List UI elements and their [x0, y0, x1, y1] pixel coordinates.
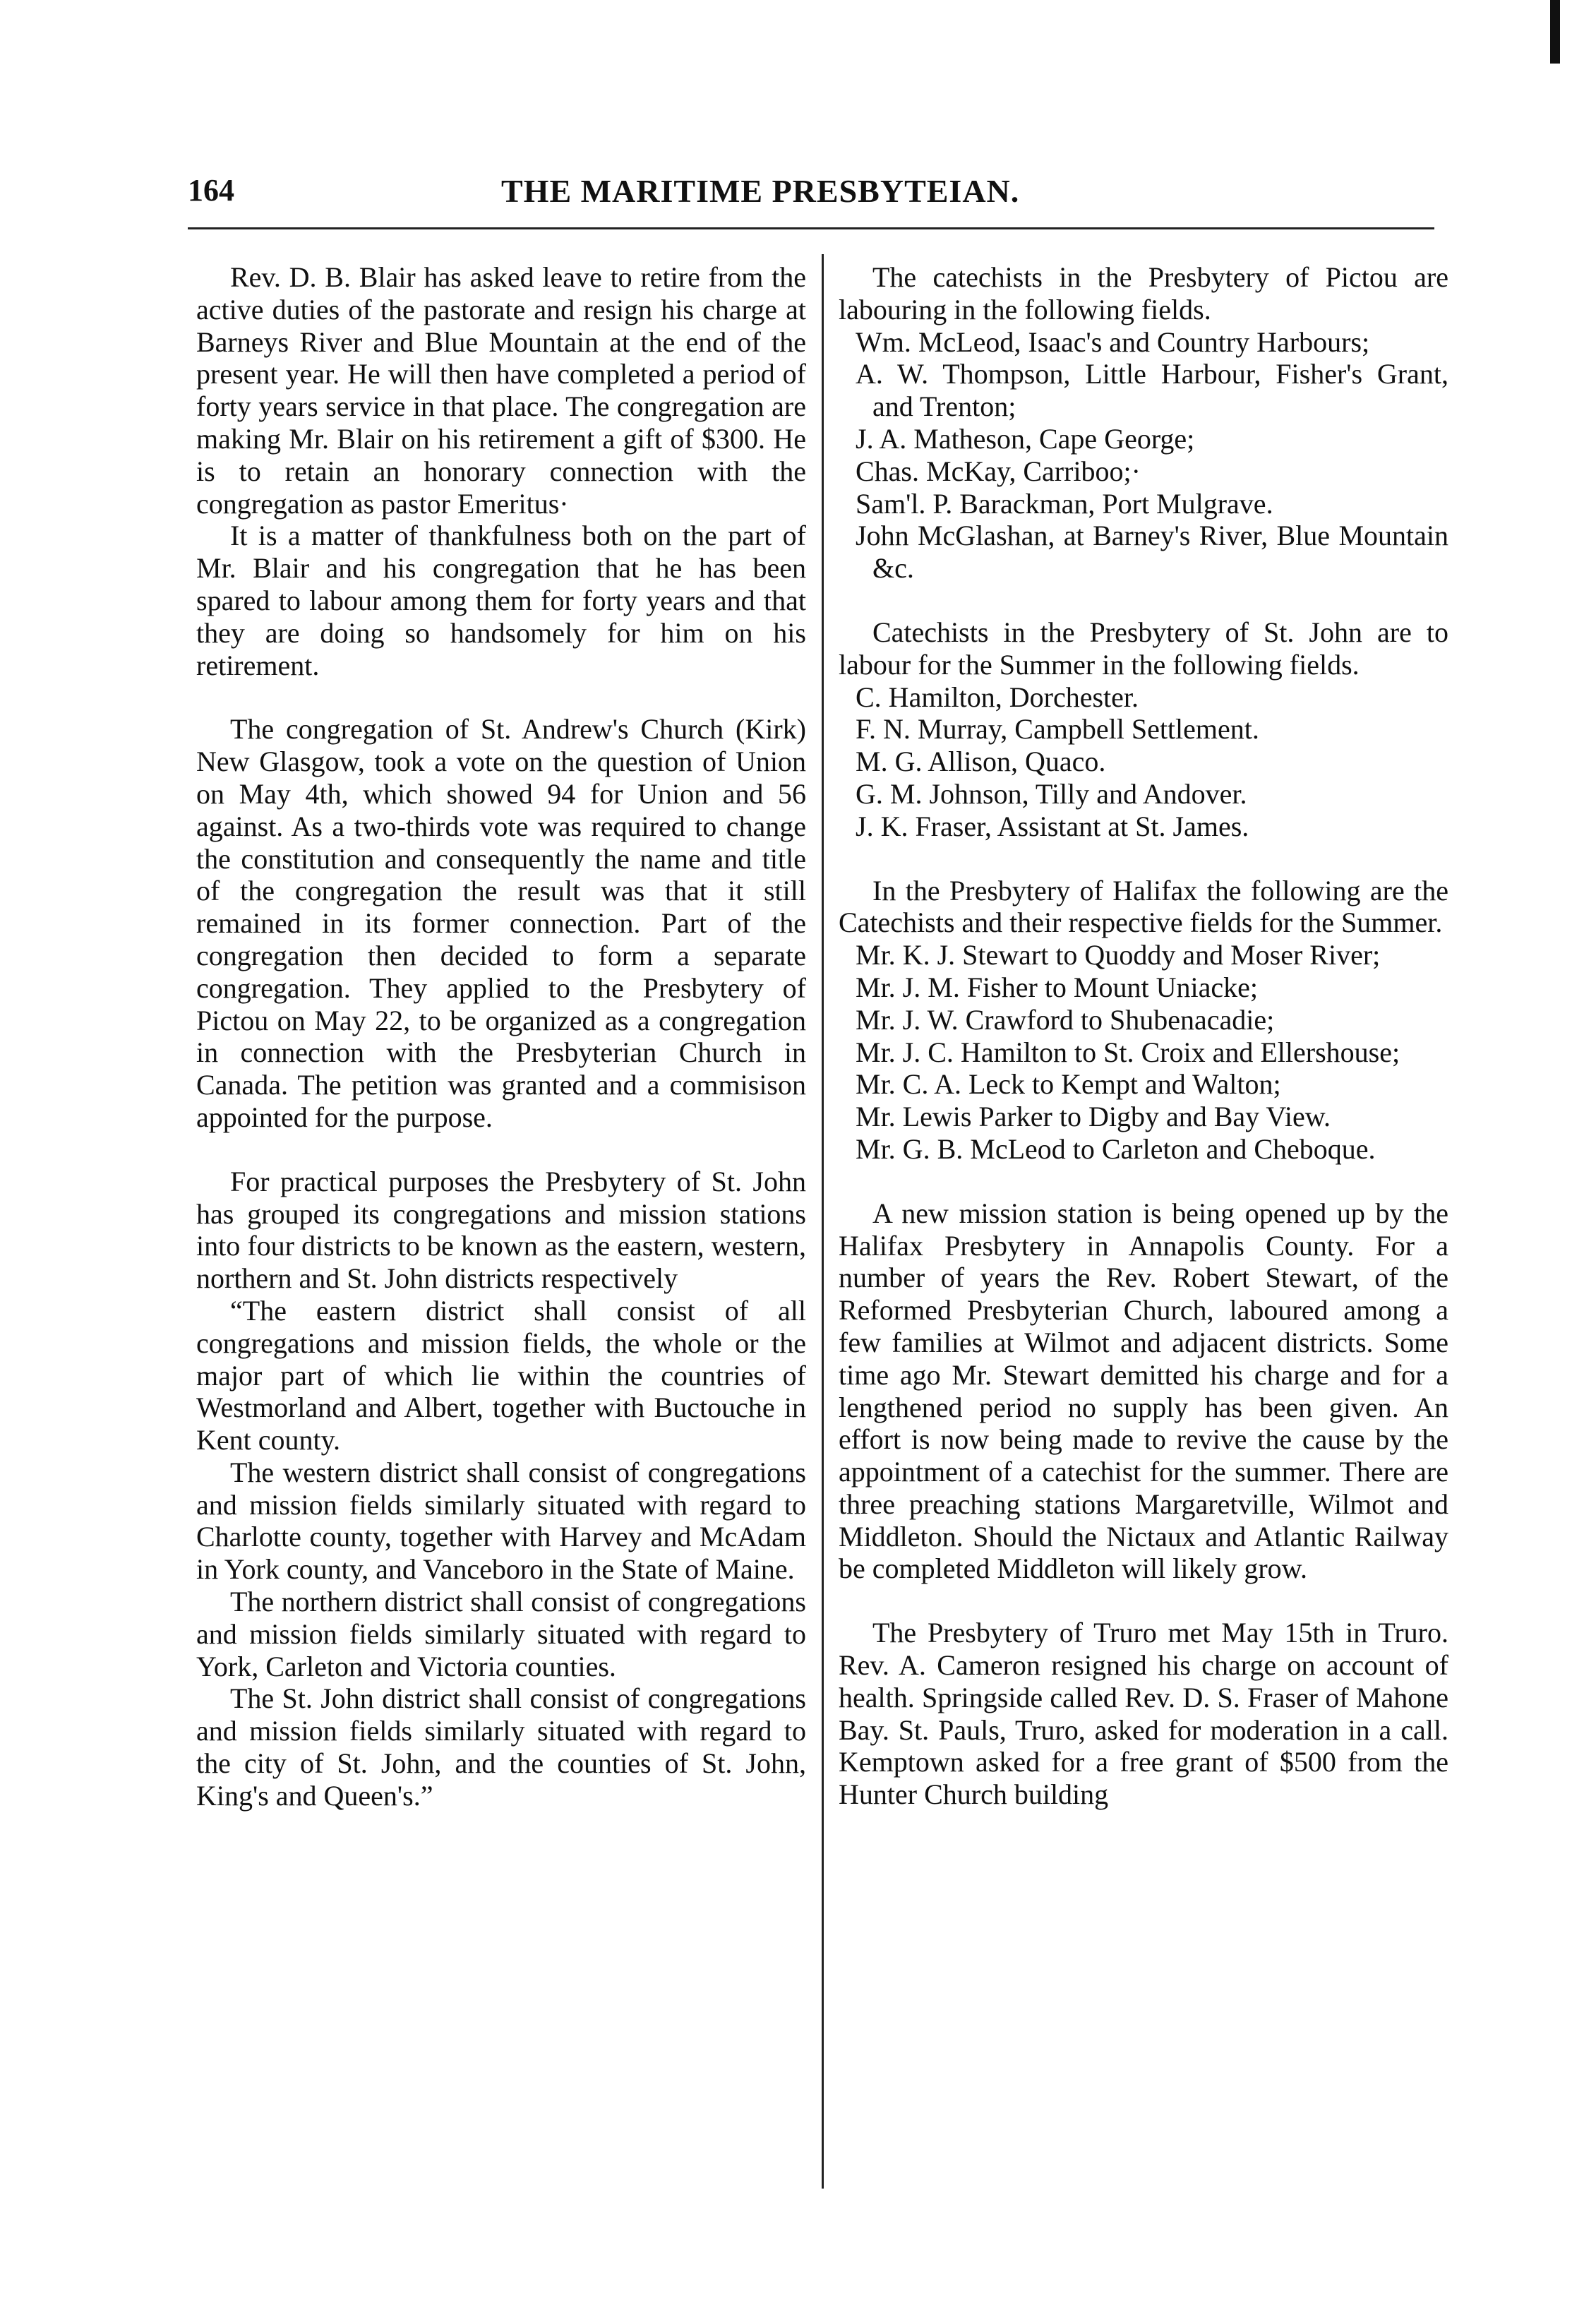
list-item: Mr. K. J. Stewart to Quoddy and Moser River;: [856, 939, 1381, 971]
paragraph-truro-presbytery: The Presbytery of Truro met May 15th in Truro. Rev. A. Cameron resigned his charge on account of health. Springside called Rev. D. S. Fraser of Mahone Bay. St. Pauls, Truro, asked for moderation in a call. Kemptown asked for a free grant of $500 from the Hunter Church building: [839, 1617, 1448, 1811]
list-item: G. M. Johnson, Tilly and Andover.: [856, 777, 1247, 810]
list-item: J. K. Fraser, Assistant at St. James.: [856, 810, 1249, 842]
halifax-catechist-list: [839, 939, 1448, 1166]
list-item: M. G. Allison, Quaco.: [856, 746, 1106, 778]
paragraph-western-district: The western district shall consist of congregations and mission fields similarly situated with regard to Charlotte county, together with Harvey and McAdam in York county, and Vanceboro in the State of Maine.: [196, 1456, 806, 1586]
paragraph-blair-retirement: Rev. D. B. Blair has asked leave to retire from the active duties of the pastorate and resign his charge at Barneys River and Blue Mountain at the end of the present year. He will then have completed a period of forty years service in that place. The congregation are making Mr. Blair on his retirement a gift of $300. He is to retain an honorary connection with the congregation as pastor Emeritus·: [196, 261, 806, 520]
list-item: Sam'l. P. Barackman, Port Mulgrave.: [856, 487, 1273, 520]
list-item: Mr. Lewis Parker to Digby and Bay View.: [856, 1101, 1331, 1133]
list-item: Mr. C. A. Leck to Kempt and Walton;: [856, 1068, 1281, 1101]
list-item: C. Hamilton, Dorchester.: [856, 681, 1139, 713]
list-item: Mr. J. W. Crawford to Shubenacadie;: [856, 1003, 1275, 1036]
list-item: Mr. J. M. Fisher to Mount Uniacke;: [856, 971, 1258, 1003]
paragraph-pictou-intro: The catechists in the Presbytery of Pictou are labouring in the following fields.: [839, 261, 1448, 325]
paragraph-northern-district: The northern district shall consist of congregations and mission fields similarly situated with regard to York, Carleton and Victoria counties.: [196, 1586, 806, 1682]
paragraph-annapolis-mission: A new mission station is being opened up by the Halifax Presbytery in Annapolis County. For a number of years the Rev. Robert Stewart, of the Reformed Presbyterian Church, laboured among a few families at Wilmot and adjacent districts. Some time ago Mr. Stewart demitted his charge and for a lengthened period no supply has been given. An effort is now being made to revive the cause by the appointment of a catechist for the summer. There are three preaching stations Margaretville, Wilmot and Middleton. Should the Nictaux and Atlantic Railway be completed Middleton will likely grow.: [839, 1197, 1448, 1585]
paragraph-st-andrews-vote: The congregation of St. Andrew's Church (Kirk) New Glasgow, took a vote on the question of Union on May 4th, which showed 94 for Union and 56 against. As a two-thirds vote was required to change the constitution and consequently the name and title of the congregation the result was that it still remained in its former connection. Part of the congregation then decided to form a separate congregation. They applied to the Presbytery of Pictou on May 22, to be organized as a congregation in connection with the Presbyterian Church in Canada. The petition was granted and a commisison appointed for the purpose.: [196, 713, 806, 1133]
list-item: A. W. Thompson, Little Harbour, Fisher's Grant, and Trenton;: [856, 358, 1448, 423]
list-item: F. N. Murray, Campbell Settlement.: [856, 713, 1259, 746]
scan-edge-mark: [1550, 0, 1560, 64]
list-item: John McGlashan, at Barney's River, Blue Mountain &c.: [856, 520, 1448, 585]
column-divider: [822, 254, 824, 2189]
pictou-catechist-list: [839, 326, 1448, 585]
list-item: J. A. Matheson, Cape George;: [856, 422, 1195, 455]
list-item: Mr. J. C. Hamilton to St. Croix and Ellershouse;: [856, 1036, 1400, 1068]
paragraph-halifax-intro: In the Presbytery of Halifax the following are the Catechists and their respective fields for the Summer.: [839, 874, 1448, 939]
paragraph-eastern-district: “The eastern district shall consist of all congregations and mission fields, the whole or the major part of which lie within the countries of Westmorland and Albert, together with Buctouche in Kent county.: [196, 1294, 806, 1456]
list-item: Mr. G. B. McLeod to Carleton and Cheboque.: [856, 1132, 1376, 1165]
paragraph-st-john-district: The St. John district shall consist of congregations and mission fields similarly situated with regard to the city of St. John, and the counties of St. John, King's and Queen's.”: [196, 1682, 806, 1812]
paragraph-blair-thanks: It is a matter of thankfulness both on the part of Mr. Blair and his congregation that he has been spared to labour among them for forty years and that they are doing so handsomely for him on his retirement.: [196, 520, 806, 681]
paragraph-stjohn-intro: Catechists in the Presbytery of St. John are to labour for the Summer in the following fields.: [839, 616, 1448, 681]
running-head-title: THE MARITIME PRESBYTEIAN.: [501, 173, 1020, 209]
left-column: [196, 261, 806, 1812]
paragraph-st-john-districts: For practical purposes the Presbytery of St. John has grouped its congregations and mission stations into four districts to be known as the eastern, western, northern and St. John districts respectively: [196, 1165, 806, 1295]
header-rule: [188, 227, 1434, 229]
list-item: Chas. McKay, Carriboo;·: [856, 455, 1141, 487]
page-number: 164: [188, 173, 234, 208]
list-item: Wm. McLeod, Isaac's and Country Harbours;: [856, 325, 1370, 358]
right-column: [839, 261, 1448, 1811]
stjohn-catechist-list: [839, 681, 1448, 843]
